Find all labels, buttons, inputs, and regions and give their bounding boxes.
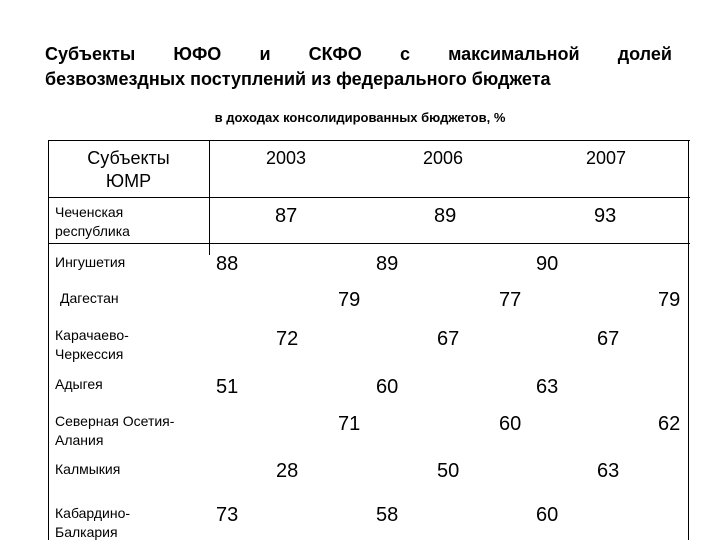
title-word: ЮФО bbox=[173, 44, 222, 64]
value-cell: 87 bbox=[275, 205, 298, 227]
row-divider bbox=[48, 243, 690, 244]
value-cell: 58 bbox=[376, 504, 399, 526]
title-word: максимальной bbox=[448, 44, 580, 64]
row-label-line: Северная Осетия- bbox=[55, 413, 175, 429]
row-label-chechnya bbox=[55, 203, 130, 241]
row-label-line: Калмыкия bbox=[55, 461, 121, 477]
value-cell: 63 bbox=[536, 376, 559, 398]
table-border-left bbox=[48, 140, 49, 540]
row-label-north-ossetia bbox=[55, 412, 174, 450]
row-label-dagestan bbox=[60, 289, 119, 308]
row-label-kalmykia bbox=[55, 460, 120, 479]
value-cell: 60 bbox=[536, 504, 559, 526]
title-word: с bbox=[399, 44, 410, 64]
row-label-line: Кабардино- bbox=[55, 505, 131, 521]
title-line-2: безвозмездных поступлений из федерального бюджета bbox=[45, 69, 551, 89]
value-cell: 60 bbox=[499, 413, 522, 435]
value-cell: 51 bbox=[216, 376, 239, 398]
title-word: СКФО bbox=[308, 44, 362, 64]
row-label-kabardino-balkaria bbox=[55, 504, 130, 542]
table-border-right bbox=[688, 140, 689, 540]
value-cell: 79 bbox=[658, 289, 681, 311]
year-2006-header: 2006 bbox=[423, 148, 464, 168]
table-border-top bbox=[48, 140, 690, 141]
table-subtitle: в доходах консолидированных бюджетов, % bbox=[214, 110, 506, 125]
value-cell: 72 bbox=[276, 328, 299, 350]
row-label-ingushetia bbox=[55, 253, 125, 272]
header-label bbox=[48, 147, 209, 193]
value-cell: 73 bbox=[216, 504, 239, 526]
row-label-line: Ингушетия bbox=[55, 254, 126, 270]
page-title bbox=[45, 42, 672, 92]
value-cell: 60 bbox=[376, 376, 399, 398]
value-cell: 67 bbox=[437, 328, 460, 350]
row-label-line: Адыгея bbox=[55, 376, 103, 392]
year-2007-header: 2007 bbox=[586, 148, 627, 168]
title-word: Субъекты bbox=[45, 44, 136, 64]
row-label-line: Дагестан bbox=[60, 290, 119, 306]
row-label-line: Балкария bbox=[55, 524, 118, 540]
year-2003-header: 2003 bbox=[266, 148, 307, 168]
value-cell: 77 bbox=[499, 289, 522, 311]
value-cell: 93 bbox=[594, 205, 617, 227]
value-cell: 62 bbox=[658, 413, 681, 435]
value-cell: 89 bbox=[434, 205, 457, 227]
title-line-1 bbox=[45, 42, 672, 67]
row-label-line: Черкессия bbox=[55, 346, 124, 362]
value-cell: 63 bbox=[597, 460, 620, 482]
row-label-line: Алания bbox=[55, 432, 104, 448]
header-label-line: Субъекты bbox=[87, 148, 170, 168]
title-word: и bbox=[259, 44, 271, 64]
row-label-karachay-cherkessia bbox=[55, 326, 129, 364]
row-divider bbox=[48, 197, 690, 198]
value-cell: 50 bbox=[437, 460, 460, 482]
value-cell: 71 bbox=[338, 413, 361, 435]
value-cell: 79 bbox=[338, 289, 361, 311]
data-table bbox=[48, 140, 690, 540]
row-label-line: республика bbox=[55, 223, 130, 239]
row-label-line: Карачаево- bbox=[55, 327, 129, 343]
row-label-adygea bbox=[55, 375, 103, 394]
value-cell: 89 bbox=[376, 253, 399, 275]
row-label-line: Чеченская bbox=[55, 204, 124, 220]
value-cell: 67 bbox=[597, 328, 620, 350]
header-label-line: ЮМР bbox=[105, 171, 152, 191]
title-word: долей bbox=[617, 44, 672, 64]
value-cell: 28 bbox=[276, 460, 299, 482]
value-cell: 88 bbox=[216, 253, 239, 275]
value-cell: 90 bbox=[536, 253, 559, 275]
